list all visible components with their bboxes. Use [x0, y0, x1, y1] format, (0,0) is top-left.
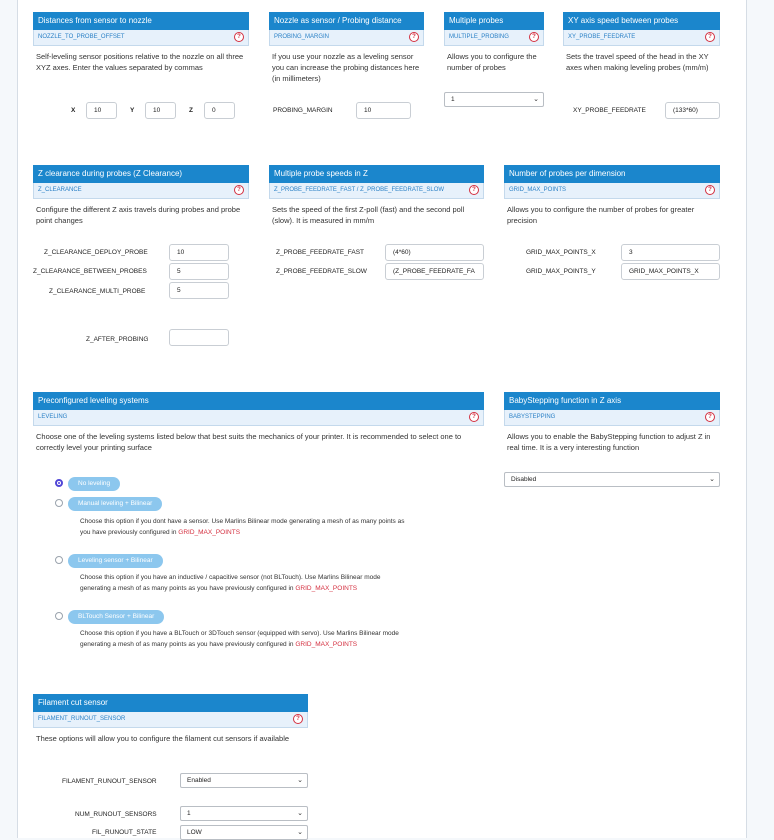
z-label: Z: [189, 107, 193, 114]
grid-y-label: GRID_MAX_POINTS_Y: [526, 268, 596, 275]
panel-title: Multiple probes: [444, 12, 544, 30]
panel-multiple-probing: [444, 12, 544, 73]
leveling-option-bltouch-description: Choose this option if you have a BLTouch or 3DTouch sensor (equipped with servo). Use Marlins Bilinear mode generating a mesh of as many points as you have previously configured in GRID_MAX_POINTS: [80, 630, 399, 648]
z-offset-input[interactable]: 0: [204, 102, 235, 119]
panel-key: GRID_MAX_POINTS ?: [504, 183, 720, 199]
panel-key: FILAMENT_RUNOUT_SENSOR ?: [33, 712, 308, 728]
leveling-option-sensor-description: Choose this option if you have an inductive / capacitive sensor (not BLTouch). Use Marlins Bilinear mode generating a mesh of as many points as you have previously configured in GRID_MAX_POINTS: [80, 574, 381, 592]
panel-title: Z clearance during probes (Z Clearance): [33, 165, 249, 183]
z-clearance-between-label: Z_CLEARANCE_BETWEEN_PROBES: [33, 268, 147, 275]
panel-description: Allows you to enable the BabyStepping function to adjust Z in real time. It is a very interesting function: [507, 432, 711, 452]
fil-runout-state-select[interactable]: LOW ⌄: [180, 825, 308, 840]
panel-description: Sets the speed of the first Z-poll (fast) and the second poll (slow). It is measured in mm/m: [272, 205, 465, 225]
panel-filament-sensor: [33, 694, 308, 744]
x-offset-input[interactable]: 10: [86, 102, 117, 119]
leveling-option-manual[interactable]: Manual leveling + Bilinear: [68, 497, 162, 511]
help-icon[interactable]: ?: [234, 32, 244, 42]
help-icon[interactable]: ?: [705, 412, 715, 422]
panel-description: These options will allow you to configure the filament cut sensors if available: [36, 734, 290, 743]
panel-description: If you use your nozzle as a leveling sensor you can increase the probing distances here (in millimeters): [272, 52, 420, 83]
panel-title: Preconfigured leveling systems: [33, 392, 484, 410]
chevron-down-icon: ⌄: [709, 476, 715, 483]
panel-title: Nozzle as sensor / Probing distance: [269, 12, 424, 30]
fil-runout-state-label: FIL_RUNOUT_STATE: [92, 829, 157, 836]
x-label: X: [71, 107, 76, 114]
grid-y-input[interactable]: GRID_MAX_POINTS_X: [621, 263, 720, 280]
panel-nozzle-offset: [33, 12, 249, 73]
panel-leveling: [33, 392, 484, 453]
leveling-radio-bltouch[interactable]: [55, 612, 63, 620]
panel-title: XY axis speed between probes: [563, 12, 720, 30]
z-after-probing-input[interactable]: [169, 329, 229, 346]
babystepping-select[interactable]: Disabled ⌄: [504, 472, 720, 487]
panel-title: BabyStepping function in Z axis: [504, 392, 720, 410]
panel-description: Sets the travel speed of the head in the XY axes when making leveling probes (mm/m): [566, 52, 709, 72]
panel-probing-margin: [269, 12, 424, 84]
probe-fast-input[interactable]: (4*60): [385, 244, 484, 261]
panel-title: Distances from sensor to nozzle: [33, 12, 249, 30]
help-icon[interactable]: ?: [705, 185, 715, 195]
leveling-radio-sensor[interactable]: [55, 556, 63, 564]
panel-key: BABYSTEPPING ?: [504, 410, 720, 426]
panel-key: Z_CLEARANCE ?: [33, 183, 249, 199]
y-label: Y: [130, 107, 135, 114]
leveling-radio-none[interactable]: [55, 479, 63, 487]
panel-grid-points: [504, 165, 720, 226]
help-icon[interactable]: ?: [234, 185, 244, 195]
z-clearance-multi-label: Z_CLEARANCE_MULTI_PROBE: [49, 288, 146, 295]
panel-babystepping: [504, 392, 720, 453]
chevron-down-icon: ⌄: [297, 810, 303, 817]
panel-key: PROBING_MARGIN ?: [269, 30, 424, 46]
help-icon[interactable]: ?: [529, 32, 539, 42]
panel-key: LEVELING ?: [33, 410, 484, 426]
panel-description: Choose one of the leveling systems listed below that best suits the mechanics of your printer. It is recommended to select one to correctly level your printing surface: [36, 432, 462, 452]
panel-description: Configure the different Z axis travels during probes and probe point changes: [36, 205, 241, 225]
y-offset-input[interactable]: 10: [145, 102, 176, 119]
panel-key: Z_PROBE_FEEDRATE_FAST / Z_PROBE_FEEDRATE_SLOW ?: [269, 183, 484, 199]
z-clearance-deploy-label: Z_CLEARANCE_DEPLOY_PROBE: [44, 249, 148, 256]
num-runout-sensors-label: NUM_RUNOUT_SENSORS: [75, 811, 157, 818]
leveling-option-none[interactable]: No leveling: [68, 477, 120, 491]
leveling-option-bltouch[interactable]: BLTouch Sensor + Bilinear: [68, 610, 164, 624]
z-clearance-between-input[interactable]: 5: [169, 263, 229, 280]
xy-feedrate-label: XY_PROBE_FEEDRATE: [573, 107, 646, 114]
probing-margin-input[interactable]: 10: [356, 102, 411, 119]
panel-description: Allows you to configure the number of probes for greater precision: [507, 205, 695, 225]
panel-title: Multiple probe speeds in Z: [269, 165, 484, 183]
chevron-down-icon: ⌄: [533, 96, 539, 103]
leveling-radio-manual[interactable]: [55, 499, 63, 507]
grid-x-input[interactable]: 3: [621, 244, 720, 261]
leveling-option-manual-description: Choose this option if you dont have a sensor. Use Marlins Bilinear mode generating a mesh of as many points as you have previously configured in GRID_MAX_POINTS: [80, 518, 405, 536]
z-clearance-deploy-input[interactable]: 10: [169, 244, 229, 261]
help-icon[interactable]: ?: [469, 412, 479, 422]
num-runout-sensors-select[interactable]: 1 ⌄: [180, 806, 308, 821]
help-icon[interactable]: ?: [293, 714, 303, 724]
help-icon[interactable]: ?: [705, 32, 715, 42]
chevron-down-icon: ⌄: [297, 777, 303, 784]
multiple-probing-select[interactable]: 1 ⌄: [444, 92, 544, 107]
leveling-option-sensor[interactable]: Leveling sensor + Bilinear: [68, 554, 163, 568]
xy-feedrate-input[interactable]: (133*60): [665, 102, 720, 119]
panel-description: Self-leveling sensor positions relative to the nozzle on all three XYZ axes. Enter the values separated by commas: [36, 52, 244, 72]
filament-sensor-select[interactable]: Enabled ⌄: [180, 773, 308, 788]
grid-x-label: GRID_MAX_POINTS_X: [526, 249, 596, 256]
probe-fast-label: Z_PROBE_FEEDRATE_FAST: [276, 249, 365, 256]
chevron-down-icon: ⌄: [297, 829, 303, 836]
probe-slow-input[interactable]: (Z_PROBE_FEEDRATE_FA: [385, 263, 484, 280]
panel-key: NOZZLE_TO_PROBE_OFFSET ?: [33, 30, 249, 46]
panel-xy-feedrate: [563, 12, 720, 73]
panel-description: Allows you to configure the number of probes: [447, 52, 537, 72]
panel-key: MULTIPLE_PROBING ?: [444, 30, 544, 46]
help-icon[interactable]: ?: [469, 185, 479, 195]
filament-sensor-label: FILAMENT_RUNOUT_SENSOR: [62, 778, 157, 785]
probing-margin-label: PROBING_MARGIN: [273, 107, 333, 114]
panel-probe-speeds: [269, 165, 484, 226]
panel-z-clearance: [33, 165, 249, 226]
panel-title: Filament cut sensor: [33, 694, 308, 712]
panel-title: Number of probes per dimension: [504, 165, 720, 183]
z-after-probing-label: Z_AFTER_PROBING: [86, 336, 149, 343]
z-clearance-multi-input[interactable]: 5: [169, 282, 229, 299]
probe-slow-label: Z_PROBE_FEEDRATE_SLOW: [276, 268, 367, 275]
help-icon[interactable]: ?: [409, 32, 419, 42]
panel-key: XY_PROBE_FEEDRATE ?: [563, 30, 720, 46]
